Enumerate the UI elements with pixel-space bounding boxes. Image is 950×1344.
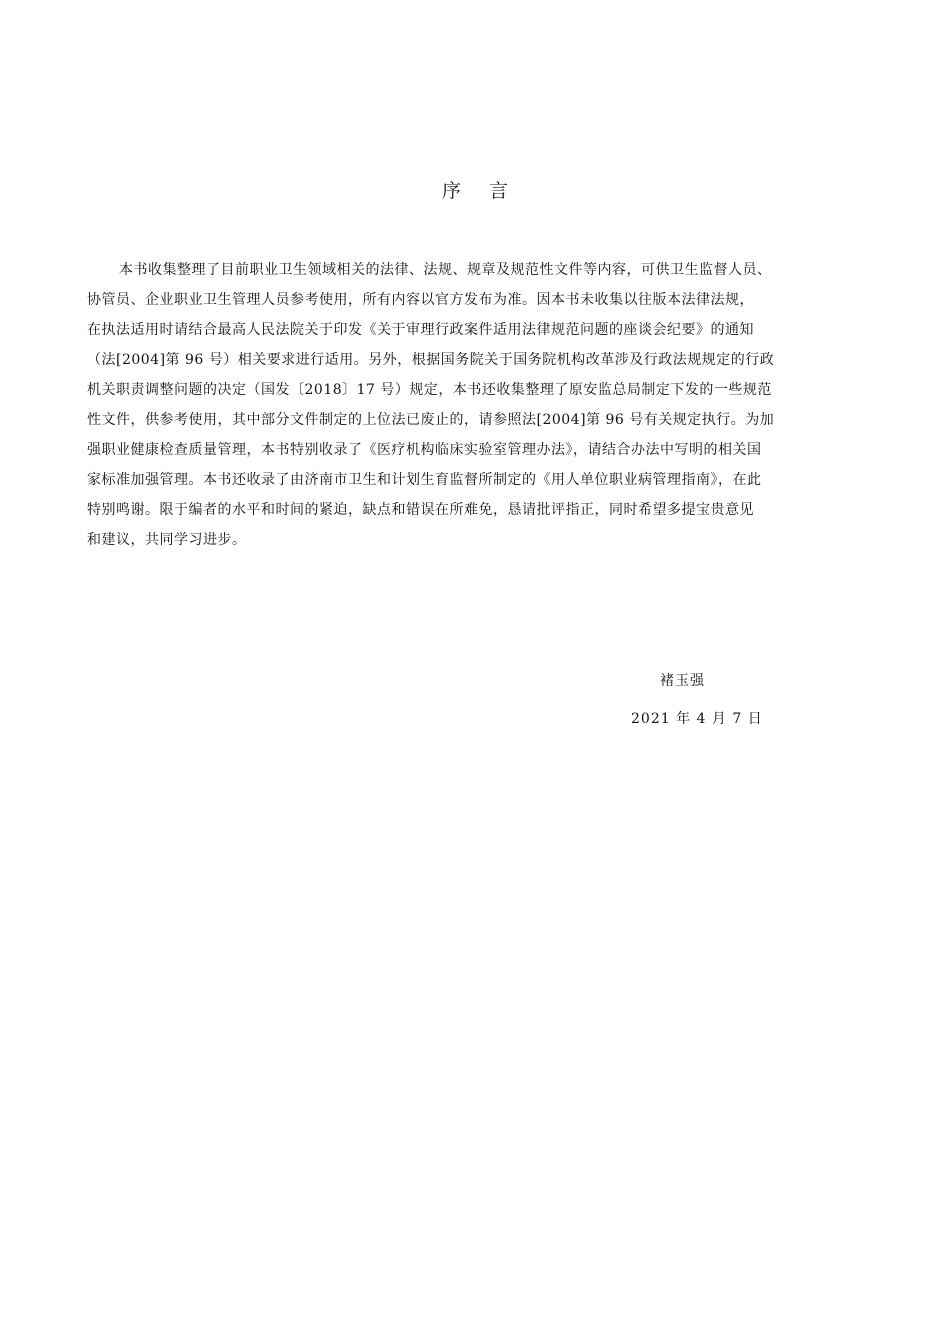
body-line: 本书收集整理了目前职业卫生领域相关的法律、法规、规章及规范性文件等内容，可供卫生监督人员、 [119,262,772,278]
author-signature: 褚玉强 [660,673,705,689]
body-line: 机关职责调整问题的决定（国发〔2018〕17 号）规定，本书还收集整理了原安监总局制定下发的一些规范 [87,382,772,398]
body-line: 性文件，供参考使用，其中部分文件制定的上位法已废止的，请参照法[2004]第 96 号有关规定执行。为加 [87,412,775,428]
body-line: 在执法适用时请结合最高人民法院关于印发《关于审理行政案件适用法律规范问题的座谈会纪要》的通知 [87,322,754,338]
body-line: 和建议，共同学习进步。 [87,532,247,548]
body-line: 协管员、企业职业卫生管理人员参考使用，所有内容以官方发布为准。因本书未收集以往版本法律法规， [87,292,754,308]
signature-date: 2021 年 4 月 7 日 [631,711,763,727]
body-line: 特别鸣谢。限于编者的水平和时间的紧迫，缺点和错误在所难免，恳请批评指正，同时希望多提宝贵意见 [87,502,754,518]
preface-title: 序言 [441,180,536,202]
preface-body [87,255,887,555]
body-line: （法[2004]第 96 号）相关要求进行适用。另外，根据国务院关于国务院机构改革涉及行政法规规定的行政 [87,352,775,368]
body-line: 家标准加强管理。本书还收录了由济南市卫生和计划生育监督所制定的《用人单位职业病管理指南》，在此 [87,472,762,488]
body-line: 强职业健康检查质量管理，本书特别收录了《医疗机构临床实验室管理办法》，请结合办法中写明的相关国 [87,442,762,458]
